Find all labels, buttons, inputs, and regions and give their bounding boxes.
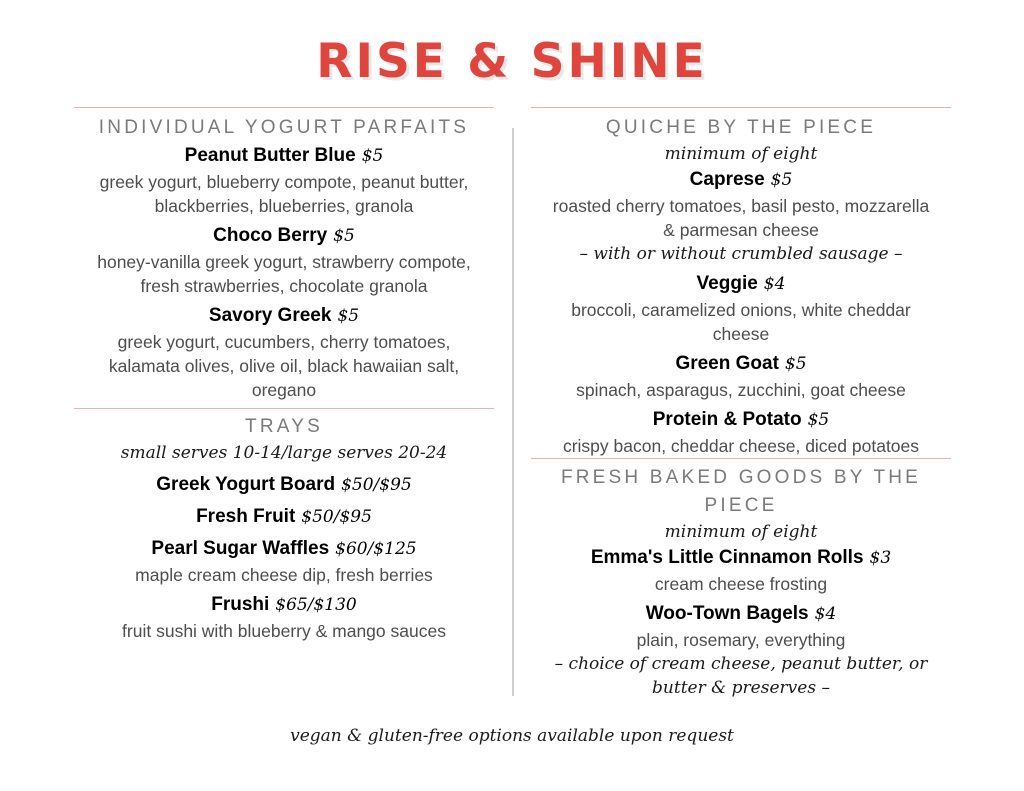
menu-item-description: greek yogurt, cucumbers, cherry tomatoes, [117,332,451,352]
section-baked-goods [531,464,951,700]
menu-item-description: blackberries, blueberries, granola [154,196,414,216]
menu-item-name: Emma's Little Cinnamon Rolls $3 [590,547,892,568]
menu-item-name: Greek Yogurt Board $50/$95 [156,474,412,495]
section-heading: PIECE [704,495,778,516]
section-note: minimum of eight [664,144,818,164]
divider [531,107,951,108]
menu-item-name: Protein & Potato $5 [652,409,830,430]
menu-item-price: $50/$95 [341,475,412,495]
menu-item-description: spinach, asparagus, zucchini, goat cheese [576,380,906,400]
section-note: small serves 10-14/large serves 20-24 [120,443,448,463]
menu-item-price: $4 [763,274,786,294]
menu-item-name: Green Goat $5 [675,353,807,374]
section-heading: INDIVIDUAL YOGURT PARFAITS [98,117,470,138]
menu-item-name: Choco Berry $5 [213,225,355,246]
menu-item-description: & parmesan cheese [663,220,819,240]
menu-item-note: – with or without crumbled sausage – [579,244,903,264]
menu-item-price: $50/$95 [301,507,372,527]
menu-item-description: kalamata olives, olive oil, black hawaiian salt, [108,356,460,376]
menu-item-price: $65/$130 [275,595,357,615]
menu-item-name: Fresh Fruit $50/$95 [196,506,372,527]
menu-item-price: $5 [770,170,793,190]
menu-item-description: fresh strawberries, chocolate granola [140,276,428,296]
menu-item-description: oregano [251,380,317,400]
menu-item-description: greek yogurt, blueberry compote, peanut butter, [99,172,469,192]
menu-item-price: $60/$125 [335,539,417,559]
menu-item-note: – choice of cream cheese, peanut butter, or [554,654,928,674]
menu-item-price: $4 [814,604,837,624]
divider [74,107,494,108]
menu-title: RISE & SHINE [316,34,708,89]
menu-item-price: $5 [784,354,807,374]
menu-item-name: Peanut Butter Blue $5 [184,145,384,166]
menu-item-description: honey-vanilla greek yogurt, strawberry compote, [97,252,471,272]
menu-item-name: Savory Greek $5 [208,305,360,326]
menu-item-name: Veggie $4 [696,273,786,294]
menu-item-price: $5 [333,226,355,246]
menu-item-name: Woo-Town Bagels $4 [645,603,837,624]
menu-item-description: broccoli, caramelized onions, white cheddar [571,300,911,320]
section-heading: TRAYS [245,416,323,437]
menu-item-description: crispy bacon, cheddar cheese, diced potatoes [562,436,920,456]
menu-item-description: roasted cherry tomatoes, basil pesto, mozzarella [552,196,930,216]
menu-item-description: maple cream cheese dip, fresh berries [135,565,433,585]
menu-item-description: cheese [712,324,770,344]
menu-item-price: $5 [807,410,830,430]
footer-note: vegan & gluten-free options available upon request [290,726,734,746]
section-quiche [531,114,951,458]
menu-item-name: Pearl Sugar Waffles $60/$125 [151,538,417,559]
menu-item-name: Frushi $65/$130 [211,594,357,615]
section-heading: QUICHE BY THE PIECE [605,117,877,138]
section-note: minimum of eight [664,522,818,542]
menu-item-description: fruit sushi with blueberry & mango sauces [122,621,446,641]
section-yogurt-parfaits [74,114,494,402]
menu-item-description: plain, rosemary, everything [636,630,846,650]
section-trays [74,413,494,643]
column-divider [512,128,514,696]
menu-item-price: $3 [869,548,892,568]
divider [74,408,494,409]
section-heading: FRESH BAKED GOODS BY THE [560,467,922,488]
menu-item-description: cream cheese frosting [654,574,828,594]
menu-item-price: $5 [337,306,360,326]
menu-item-note: butter & preserves – [652,678,830,698]
menu-item-name: Caprese $5 [689,169,793,190]
divider [531,458,951,459]
menu-item-price: $5 [361,146,384,166]
